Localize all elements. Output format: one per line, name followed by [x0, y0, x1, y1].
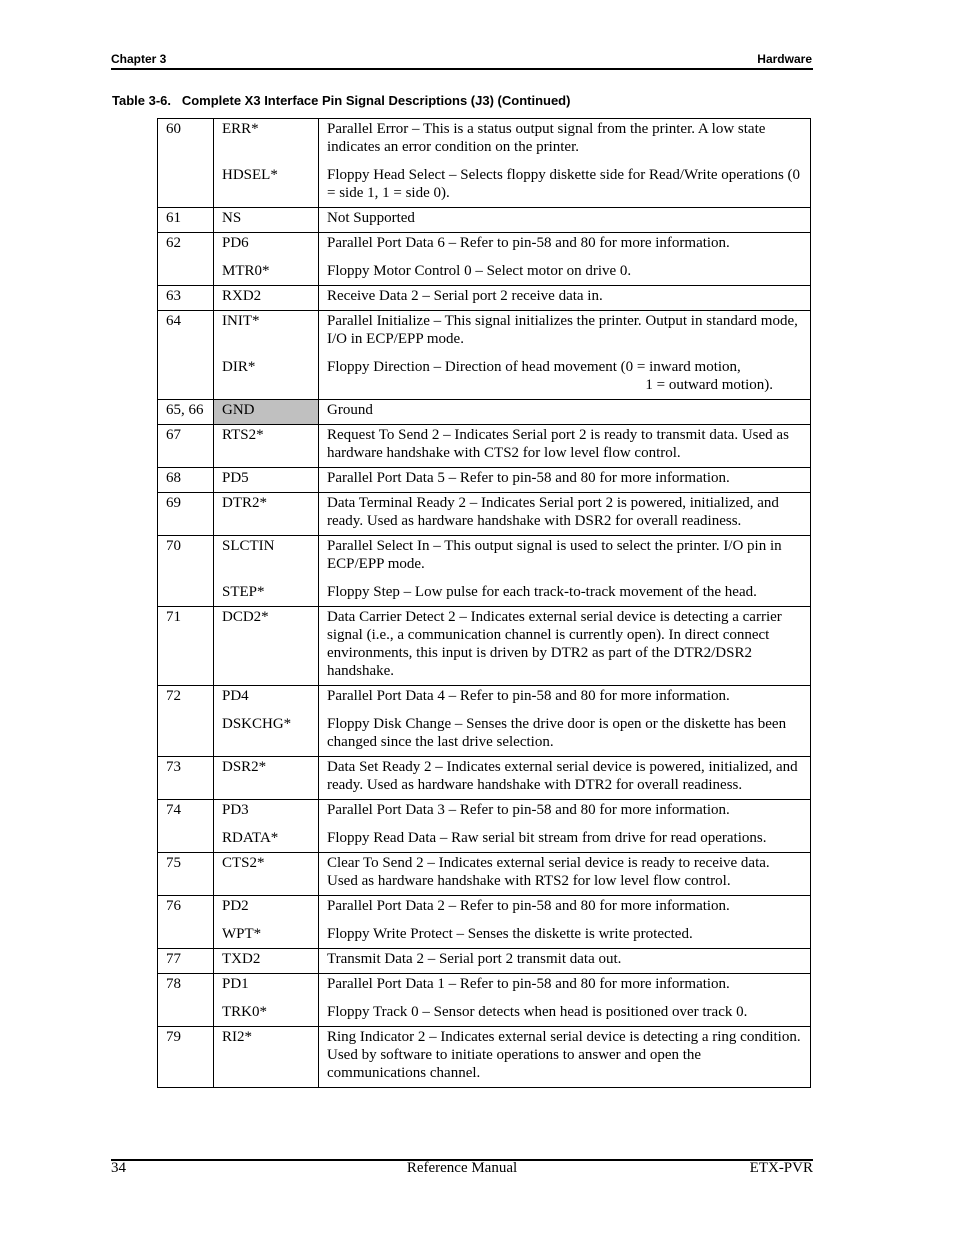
signal-cell	[214, 686, 319, 757]
signal-name: PD3	[222, 802, 249, 818]
description-cell	[319, 853, 811, 896]
table-row	[158, 949, 811, 974]
table-caption: Table 3-6. Complete X3 Interface Pin Signal Descriptions (J3) (Continued)	[112, 93, 571, 108]
signal-cell	[214, 493, 319, 536]
signal-name: DSR2*	[222, 759, 267, 775]
signal-description: Data Carrier Detect 2 – Indicates external serial device is detecting a carrier signal (i.e., a communication channel is currently open). In direct connect environments, this input is driven by DTR2 as part of the DTR2/DSR2 handshake.	[327, 609, 782, 679]
table-row	[158, 119, 811, 208]
signal-description: Parallel Select In – This output signal is used to select the printer. I/O pin in ECP/EPP mode.	[327, 538, 782, 572]
description-cell	[319, 607, 811, 686]
signal-name: DTR2*	[222, 495, 267, 511]
signal-description: Not Supported	[327, 210, 415, 226]
table-row	[158, 607, 811, 686]
signal-description: Clear To Send 2 – Indicates external serial device is ready to receive data. Used as hardware handshake with RTS2 for low level flow control.	[327, 855, 770, 889]
table-row	[158, 800, 811, 853]
pin-number-cell: 77	[158, 949, 214, 974]
chapter-label: Chapter 3	[111, 52, 167, 66]
signal-description: Ground	[327, 402, 373, 418]
description-cell	[319, 286, 811, 311]
pin-signal-rows	[158, 119, 811, 1088]
signal-description: Parallel Initialize – This signal initializes the printer. Output in standard mode, I/O in ECP/EPP mode.	[327, 313, 798, 347]
pin-number-cell: 72	[158, 686, 214, 757]
signal-name: RTS2*	[222, 427, 264, 443]
table-row	[158, 233, 811, 286]
table-row	[158, 425, 811, 468]
signal-name: RXD2	[222, 288, 262, 304]
pin-number-cell: 63	[158, 286, 214, 311]
signal-name: PD2	[222, 898, 249, 914]
table-row	[158, 208, 811, 233]
signal-description: Floppy Head Select – Selects floppy diskette side for Read/Write operations (0 = side 1, 1 = side 0).	[327, 167, 801, 201]
page-number: 34	[111, 1160, 126, 1176]
signal-name: DIR*	[222, 359, 256, 375]
signal-cell	[214, 311, 319, 400]
description-cell	[319, 119, 811, 208]
pin-signal-table	[157, 118, 811, 1088]
signal-cell	[214, 949, 319, 974]
signal-description: Floppy Write Protect – Senses the diskette is write protected.	[327, 926, 693, 942]
pin-number-cell: 62	[158, 233, 214, 286]
signal-cell	[214, 757, 319, 800]
signal-cell	[214, 853, 319, 896]
pin-number-cell: 79	[158, 1027, 214, 1088]
pin-number-cell: 68	[158, 468, 214, 493]
signal-name: DCD2*	[222, 609, 269, 625]
signal-name: SLCTIN	[222, 538, 275, 554]
signal-cell	[214, 400, 319, 425]
signal-name: PD6	[222, 235, 249, 251]
signal-description: Floppy Motor Control 0 – Select motor on drive 0.	[327, 263, 632, 279]
page-header	[111, 52, 812, 68]
signal-description: Floppy Direction – Direction of head movement (0 = inward motion,	[327, 359, 741, 375]
description-cell	[319, 949, 811, 974]
description-cell	[319, 974, 811, 1027]
signal-cell	[214, 1027, 319, 1088]
table-row	[158, 286, 811, 311]
table-row	[158, 757, 811, 800]
description-cell	[319, 208, 811, 233]
signal-name: PD4	[222, 688, 249, 704]
signal-cell	[214, 208, 319, 233]
table-row	[158, 853, 811, 896]
signal-cell	[214, 468, 319, 493]
description-cell	[319, 493, 811, 536]
signal-description: Data Set Ready 2 – Indicates external serial device is powered, initialized, and ready. Used as hardware handshake with DTR2 for overall readiness.	[327, 759, 798, 793]
pin-number-cell: 78	[158, 974, 214, 1027]
signal-name: MTR0*	[222, 263, 270, 279]
description-cell	[319, 311, 811, 400]
signal-cell	[214, 536, 319, 607]
pin-number-cell: 61	[158, 208, 214, 233]
signal-name: TXD2	[222, 951, 261, 967]
description-cell	[319, 800, 811, 853]
signal-name: DSKCHG*	[222, 716, 292, 732]
page-footer	[111, 1160, 813, 1178]
signal-name: RDATA*	[222, 830, 279, 846]
signal-cell	[214, 974, 319, 1027]
header-rule	[111, 68, 813, 70]
description-cell	[319, 400, 811, 425]
signal-name: PD1	[222, 976, 249, 992]
pin-number-cell: 69	[158, 493, 214, 536]
signal-description: Floppy Disk Change – Senses the drive door is open or the diskette has been changed since the last drive selection.	[327, 716, 787, 750]
product-name: ETX-PVR	[749, 1160, 813, 1176]
description-cell	[319, 757, 811, 800]
signal-name: CTS2*	[222, 855, 265, 871]
description-cell	[319, 686, 811, 757]
signal-name: NS	[222, 210, 242, 226]
signal-cell	[214, 896, 319, 949]
table-row	[158, 974, 811, 1027]
signal-cell	[214, 233, 319, 286]
pin-number-cell: 65, 66	[158, 400, 214, 425]
signal-description: Floppy Read Data – Raw serial bit stream from drive for read operations.	[327, 830, 767, 846]
table-row	[158, 400, 811, 425]
description-cell	[319, 233, 811, 286]
signal-description: Parallel Port Data 5 – Refer to pin-58 and 80 for more information.	[327, 470, 730, 486]
pin-number-cell: 64	[158, 311, 214, 400]
signal-description: Parallel Error – This is a status output signal from the printer. A low state indicates an error condition on the printer.	[327, 121, 766, 155]
pin-number-cell: 75	[158, 853, 214, 896]
description-cell	[319, 1027, 811, 1088]
description-cell	[319, 468, 811, 493]
table-row	[158, 468, 811, 493]
table-row	[158, 896, 811, 949]
signal-cell	[214, 286, 319, 311]
pin-number-cell: 73	[158, 757, 214, 800]
signal-name: STEP*	[222, 584, 265, 600]
pin-number-cell: 60	[158, 119, 214, 208]
signal-description: Parallel Port Data 6 – Refer to pin-58 and 80 for more information.	[327, 235, 730, 251]
signal-description: Ring Indicator 2 – Indicates external serial device is detecting a ring condition. Used by software to initiate operations to answer and open the communications channel.	[327, 1029, 801, 1081]
signal-description: Parallel Port Data 3 – Refer to pin-58 and 80 for more information.	[327, 802, 730, 818]
signal-cell	[214, 800, 319, 853]
signal-cell	[214, 119, 319, 208]
signal-name: ERR*	[222, 121, 259, 137]
table-row	[158, 686, 811, 757]
description-cell	[319, 896, 811, 949]
signal-description: Floppy Track 0 – Sensor detects when head is positioned over track 0.	[327, 1004, 748, 1020]
signal-description: Data Terminal Ready 2 – Indicates Serial port 2 is powered, initialized, and ready. Used as hardware handshake with DSR2 for overall readiness.	[327, 495, 779, 529]
signal-name: GND	[222, 402, 255, 418]
pin-number-cell: 70	[158, 536, 214, 607]
table-row	[158, 1027, 811, 1088]
pin-number-cell: 67	[158, 425, 214, 468]
table-row	[158, 493, 811, 536]
signal-description: Parallel Port Data 4 – Refer to pin-58 and 80 for more information.	[327, 688, 730, 704]
signal-description: Receive Data 2 – Serial port 2 receive data in.	[327, 288, 603, 304]
signal-cell	[214, 607, 319, 686]
manual-title: Reference Manual	[406, 1160, 518, 1176]
table-row	[158, 311, 811, 400]
description-cell	[319, 536, 811, 607]
pin-number-cell: 76	[158, 896, 214, 949]
signal-description: Transmit Data 2 – Serial port 2 transmit data out.	[327, 951, 622, 967]
signal-description: Floppy Step – Low pulse for each track-to-track movement of the head.	[327, 584, 757, 600]
table-row	[158, 536, 811, 607]
signal-name: RI2*	[222, 1029, 252, 1045]
pin-number-cell: 74	[158, 800, 214, 853]
signal-description-continuation: 1 = outward motion).	[645, 377, 773, 393]
section-label: Hardware	[757, 52, 812, 66]
signal-description: Request To Send 2 – Indicates Serial port 2 is ready to transmit data. Used as hardware handshake with CTS2 for low level flow control.	[327, 427, 789, 461]
pin-number-cell: 71	[158, 607, 214, 686]
signal-description: Parallel Port Data 1 – Refer to pin-58 and 80 for more information.	[327, 976, 730, 992]
signal-name: TRK0*	[222, 1004, 267, 1020]
signal-name: HDSEL*	[222, 167, 278, 183]
signal-description: Parallel Port Data 2 – Refer to pin-58 and 80 for more information.	[327, 898, 730, 914]
description-cell	[319, 425, 811, 468]
signal-cell	[214, 425, 319, 468]
signal-name: INIT*	[222, 313, 260, 329]
signal-name: PD5	[222, 470, 249, 486]
signal-name: WPT*	[222, 926, 262, 942]
